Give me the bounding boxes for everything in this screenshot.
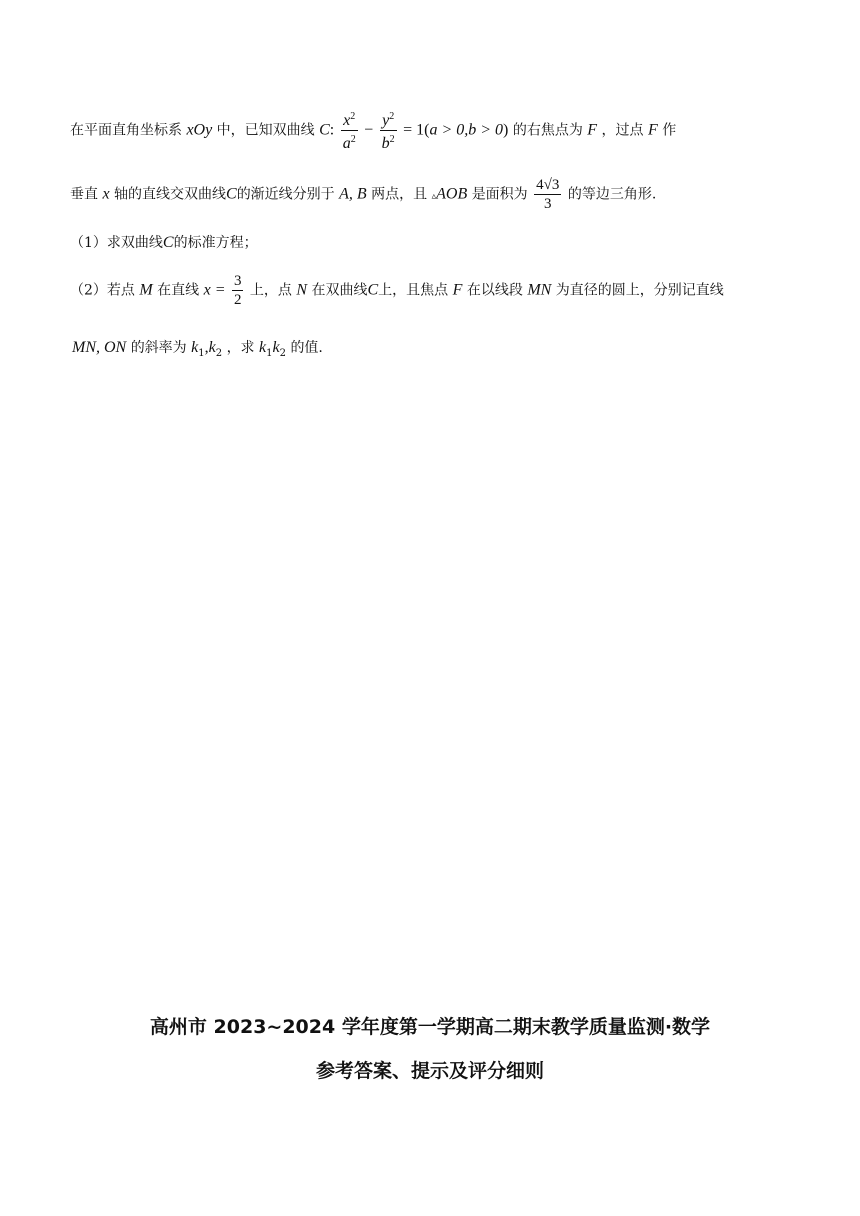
text-segment: 垂直	[70, 186, 98, 203]
math-b: b	[381, 135, 390, 152]
subscript: 1	[198, 347, 205, 359]
exponent: 2	[389, 111, 395, 122]
text-segment: 作	[662, 122, 677, 139]
exponent: 2	[350, 111, 356, 122]
subscript: 2	[215, 347, 223, 359]
fraction-denominator: 3	[544, 196, 552, 212]
math-minus: −	[364, 121, 374, 139]
text-segment: 在平面直角坐标系	[70, 122, 182, 139]
text-segment: 的等边三角形.	[567, 186, 657, 203]
exponent: 2	[389, 134, 395, 145]
math-f: F	[587, 121, 598, 139]
math-f: F	[452, 281, 463, 299]
text-segment: 中，已知双曲线	[216, 122, 315, 139]
problem-part-2	[70, 272, 724, 309]
text-segment: 上，点	[249, 282, 292, 299]
math-mn-on: MN, ON	[72, 339, 127, 356]
exponent: 2	[350, 134, 356, 145]
part-label: （2）	[70, 282, 107, 299]
math-c: C	[226, 185, 237, 203]
math-k: k	[259, 339, 267, 356]
fraction-x2-a2	[341, 108, 358, 153]
text-segment: 在直线	[157, 282, 200, 299]
math-colon: :	[329, 121, 335, 139]
text-segment: 的渐近线分别于	[236, 186, 335, 203]
math-f: F	[647, 121, 658, 139]
triangle-symbol: ▵	[431, 191, 437, 202]
math-m: M	[139, 281, 153, 299]
text-segment: 求双曲线	[106, 235, 163, 251]
math-xoy: xOy	[186, 121, 213, 139]
math-c: C	[162, 234, 174, 251]
fraction-numerator: 3	[233, 273, 242, 289]
math-b-cond: b > 0	[468, 121, 504, 139]
math-close-paren: )	[503, 121, 509, 139]
text-segment: 是面积为	[471, 186, 528, 203]
text-segment: 两点，且	[371, 186, 428, 203]
problem-part-1	[70, 233, 258, 253]
math-mn: MN	[527, 281, 552, 299]
math-a: a	[342, 135, 351, 152]
text-segment: 轴的直线交双曲线	[114, 186, 227, 203]
math-x-eq: x =	[203, 281, 226, 299]
text-segment: 的斜率为	[130, 340, 187, 356]
math-ab: A, B	[339, 185, 367, 203]
answer-section-subtitle: 参考答案、提示及评分细则	[315, 1060, 544, 1082]
text-segment: 的右焦点为	[512, 122, 583, 139]
math-n: N	[296, 281, 308, 299]
text-segment: 为直径的圆上，分别记直线	[555, 282, 724, 299]
fraction-denominator: 2	[233, 292, 242, 308]
math-eq-one: = 1(	[403, 121, 430, 139]
subscript: 2	[279, 347, 286, 359]
text-segment: 在双曲线	[311, 282, 368, 299]
subscript: 1	[266, 347, 273, 359]
math-k: k	[272, 339, 280, 356]
fraction-area	[534, 176, 561, 213]
problem-line-1	[70, 108, 676, 153]
text-segment: ，求	[226, 340, 255, 356]
fraction-three-halves	[232, 272, 244, 309]
math-k: k	[191, 339, 199, 356]
problem-part-2-cont	[72, 338, 323, 364]
fraction-numerator: 4√3	[536, 177, 560, 193]
answer-section-title: 高州市 2023~2024 学年度第一学期高二期末教学质量监测·数学	[149, 1016, 711, 1038]
math-x: x	[102, 185, 110, 203]
text-segment: 的值.	[290, 340, 323, 356]
text-segment: 若点	[106, 282, 135, 299]
part-label: （1）	[70, 235, 107, 251]
math-k: k	[208, 339, 216, 356]
text-segment: 的标准方程；	[173, 235, 258, 251]
math-aob: AOB	[436, 185, 468, 203]
fraction-y2-b2	[380, 108, 397, 153]
problem-line-2	[70, 176, 656, 213]
math-x: x	[343, 112, 351, 129]
text-segment: 上，且焦点	[378, 282, 449, 299]
text-segment: ，过点	[601, 122, 644, 139]
math-c: C	[367, 281, 379, 299]
text-segment: 在以线段	[466, 282, 523, 299]
math-a-cond: a > 0,	[429, 121, 469, 139]
math-comma: ,	[204, 339, 209, 356]
math-y: y	[382, 112, 390, 129]
math-c: C	[319, 121, 330, 139]
